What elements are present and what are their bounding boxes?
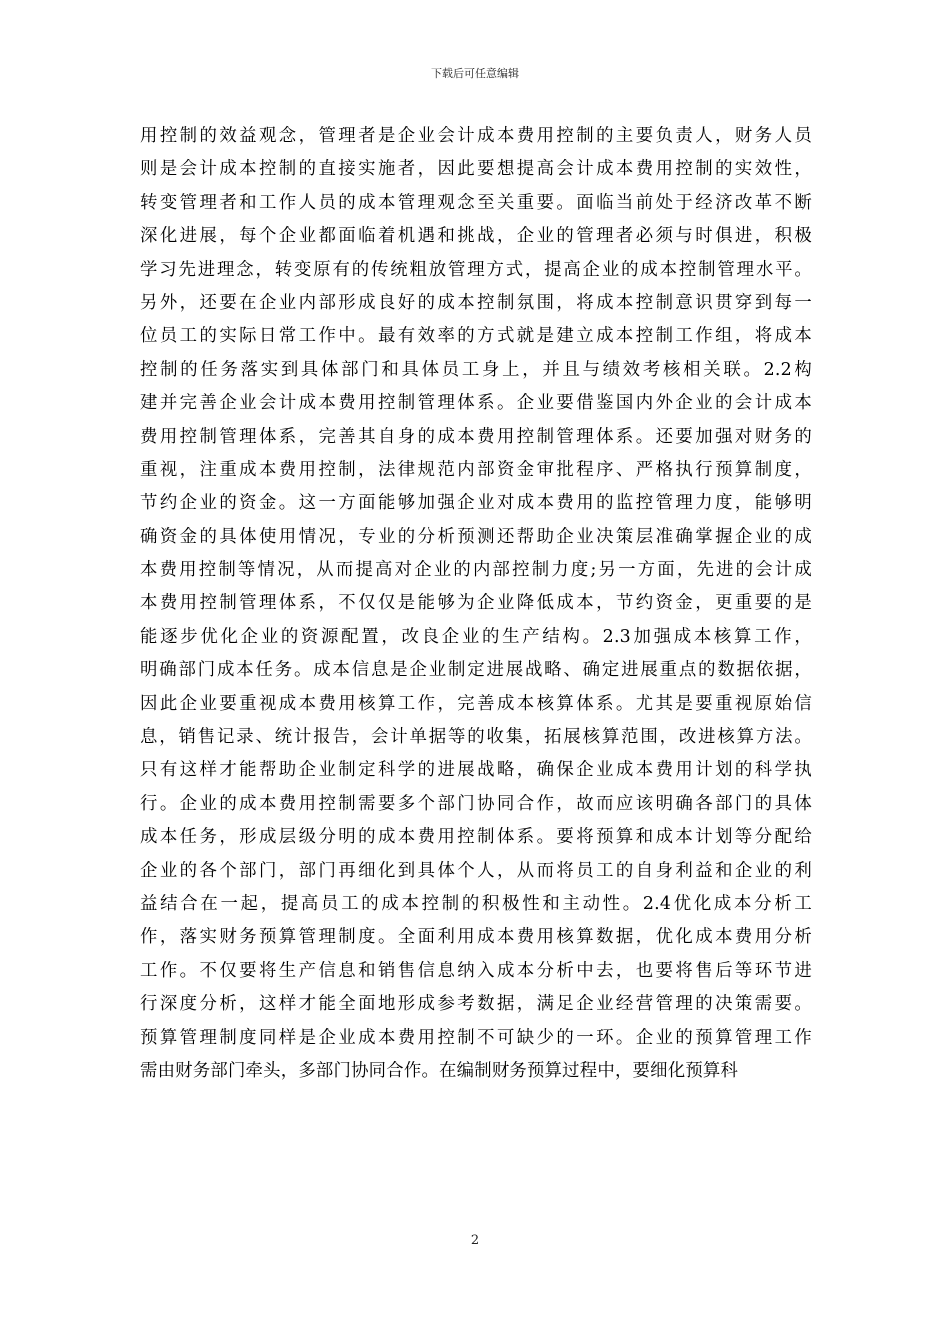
text-line: 益结合在一起，提高员工的成本控制的积极性和主动性。2.4优化成本分析工 [140, 893, 812, 914]
text-line: 作，落实财务预算管理制度。全面利用成本费用核算数据，优化成本费用分析 [140, 927, 812, 948]
text-line: 用控制的效益观念，管理者是企业会计成本费用控制的主要负责人，财务人员 [140, 126, 812, 146]
page-header: 下载后可任意编辑 [431, 67, 519, 80]
text-line: 深化进展，每个企业都面临着机遇和挑战，企业的管理者必须与时俱进，积极 [140, 226, 812, 247]
text-line: 因此企业要重视成本费用核算工作，完善成本核算体系。尤其是要重视原始信 [140, 693, 812, 714]
text-line: 需由财务部门牵头，多部门协同合作。在编制财务预算过程中，要细化预算科 [140, 1060, 739, 1081]
text-line: 只有这样才能帮助企业制定科学的进展战略，确保企业成本费用计划的科学执 [140, 760, 812, 781]
text-line: 能逐步优化企业的资源配置，改良企业的生产结构。2.3加强成本核算工作， [140, 626, 812, 647]
text-line: 本费用控制等情况，从而提高对企业的内部控制力度;另一方面，先进的会计成 [140, 560, 812, 581]
text-line: 节约企业的资金。这一方面能够加强企业对成本费用的监控管理力度，能够明 [140, 493, 812, 514]
text-line: 控制的任务落实到具体部门和具体员工身上，并且与绩效考核相关联。2.2构 [140, 359, 812, 380]
text-line: 重视，注重成本费用控制，法律规范内部资金审批程序、严格执行预算制度， [140, 459, 812, 480]
text-line: 本费用控制管理体系，不仅仅是能够为企业降低成本，节约资金，更重要的是 [140, 593, 812, 614]
text-line: 建并完善企业会计成本费用控制管理体系。企业要借鉴国内外企业的会计成本 [140, 393, 812, 414]
text-line: 行深度分析，这样才能全面地形成参考数据，满足企业经营管理的决策需要。 [140, 994, 812, 1015]
text-line: 转变管理者和工作人员的成本管理观念至关重要。面临当前处于经济改革不断 [140, 192, 812, 213]
page-number: 2 [470, 1233, 480, 1248]
text-line: 学习先进理念，转变原有的传统粗放管理方式，提高企业的成本控制管理水平。 [140, 259, 812, 280]
text-line: 位员工的实际日常工作中。最有效率的方式就是建立成本控制工作组，将成本 [140, 326, 812, 347]
text-line: 费用控制管理体系，完善其自身的成本费用控制管理体系。还要加强对财务的 [140, 426, 812, 447]
text-line: 确资金的具体使用情况，专业的分析预测还帮助企业决策层准确掌握企业的成 [140, 526, 812, 547]
text-line: 明确部门成本任务。成本信息是企业制定进展战略、确定进展重点的数据依据， [140, 660, 812, 681]
text-line: 则是会计成本控制的直接实施者，因此要想提高会计成本费用控制的实效性， [140, 159, 812, 180]
text-line: 企业的各个部门，部门再细化到具体个人，从而将员工的自身利益和企业的利 [140, 860, 812, 881]
text-line: 预算管理制度同样是企业成本费用控制不可缺少的一环。企业的预算管理工作 [140, 1027, 812, 1048]
text-line: 行。企业的成本费用控制需要多个部门协同合作，故而应该明确各部门的具体 [140, 793, 812, 814]
text-line: 成本任务，形成层级分明的成本费用控制体系。要将预算和成本计划等分配给 [140, 827, 812, 848]
text-line: 另外，还要在企业内部形成良好的成本控制氛围，将成本控制意识贯穿到每一 [140, 292, 812, 313]
text-line: 息，销售记录、统计报告，会计单据等的收集，拓展核算范围，改进核算方法。 [140, 727, 812, 748]
text-line: 工作。不仅要将生产信息和销售信息纳入成本分析中去，也要将售后等环节进 [140, 960, 812, 981]
body-text [140, 120, 812, 1088]
